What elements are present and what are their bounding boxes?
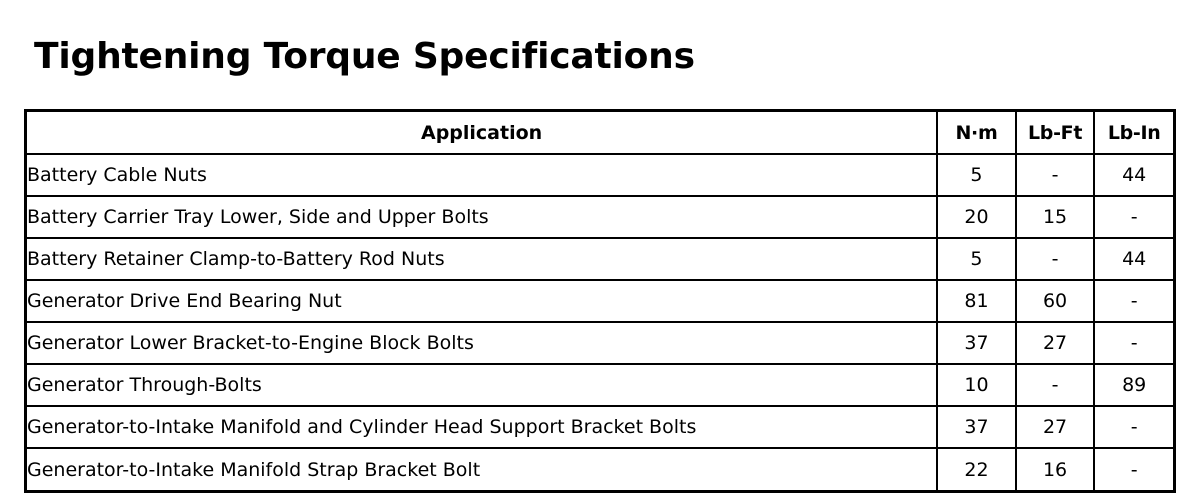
cell-application: Generator Lower Bracket-to-Engine Block Bolts (27, 322, 937, 364)
cell-pound-inch: - (1094, 322, 1173, 364)
table-header-row (27, 112, 1173, 154)
cell-newton-meter: 5 (937, 154, 1016, 196)
cell-application: Battery Carrier Tray Lower, Side and Upper Bolts (27, 196, 937, 238)
cell-pound-foot: 15 (1016, 196, 1095, 238)
torque-spec-table (27, 112, 1173, 490)
cell-pound-foot: 16 (1016, 448, 1095, 490)
table-row (27, 406, 1173, 448)
cell-newton-meter: 81 (937, 280, 1016, 322)
column-header-pound-foot: Lb-Ft (1016, 112, 1095, 154)
table-row (27, 196, 1173, 238)
cell-newton-meter: 37 (937, 406, 1016, 448)
cell-pound-inch: - (1094, 196, 1173, 238)
torque-spec-table-container (24, 109, 1176, 493)
table-row (27, 364, 1173, 406)
cell-application: Battery Retainer Clamp-to-Battery Rod Nuts (27, 238, 937, 280)
table-row (27, 154, 1173, 196)
column-header-application: Application (27, 112, 937, 154)
cell-application: Generator-to-Intake Manifold Strap Bracket Bolt (27, 448, 937, 490)
table-body (27, 154, 1173, 490)
cell-newton-meter: 5 (937, 238, 1016, 280)
cell-newton-meter: 20 (937, 196, 1016, 238)
cell-application: Generator Drive End Bearing Nut (27, 280, 937, 322)
cell-pound-foot: - (1016, 364, 1095, 406)
cell-pound-inch: - (1094, 406, 1173, 448)
cell-pound-inch: - (1094, 448, 1173, 490)
cell-pound-foot: 60 (1016, 280, 1095, 322)
cell-pound-foot: - (1016, 154, 1095, 196)
page-title: Tightening Torque Specifications (34, 36, 695, 78)
table-row (27, 322, 1173, 364)
cell-newton-meter: 37 (937, 322, 1016, 364)
column-header-newton-meter: N·m (937, 112, 1016, 154)
cell-application: Generator Through-Bolts (27, 364, 937, 406)
cell-pound-inch: - (1094, 280, 1173, 322)
cell-pound-foot: 27 (1016, 406, 1095, 448)
cell-application: Battery Cable Nuts (27, 154, 937, 196)
cell-pound-inch: 89 (1094, 364, 1173, 406)
column-header-pound-inch: Lb-In (1094, 112, 1173, 154)
table-row (27, 238, 1173, 280)
table-row (27, 280, 1173, 322)
table-header (27, 112, 1173, 154)
cell-newton-meter: 22 (937, 448, 1016, 490)
cell-pound-inch: 44 (1094, 154, 1173, 196)
cell-application: Generator-to-Intake Manifold and Cylinder Head Support Bracket Bolts (27, 406, 937, 448)
cell-pound-foot: - (1016, 238, 1095, 280)
cell-pound-foot: 27 (1016, 322, 1095, 364)
table-row (27, 448, 1173, 490)
cell-newton-meter: 10 (937, 364, 1016, 406)
cell-pound-inch: 44 (1094, 238, 1173, 280)
document-page (0, 24, 1200, 500)
